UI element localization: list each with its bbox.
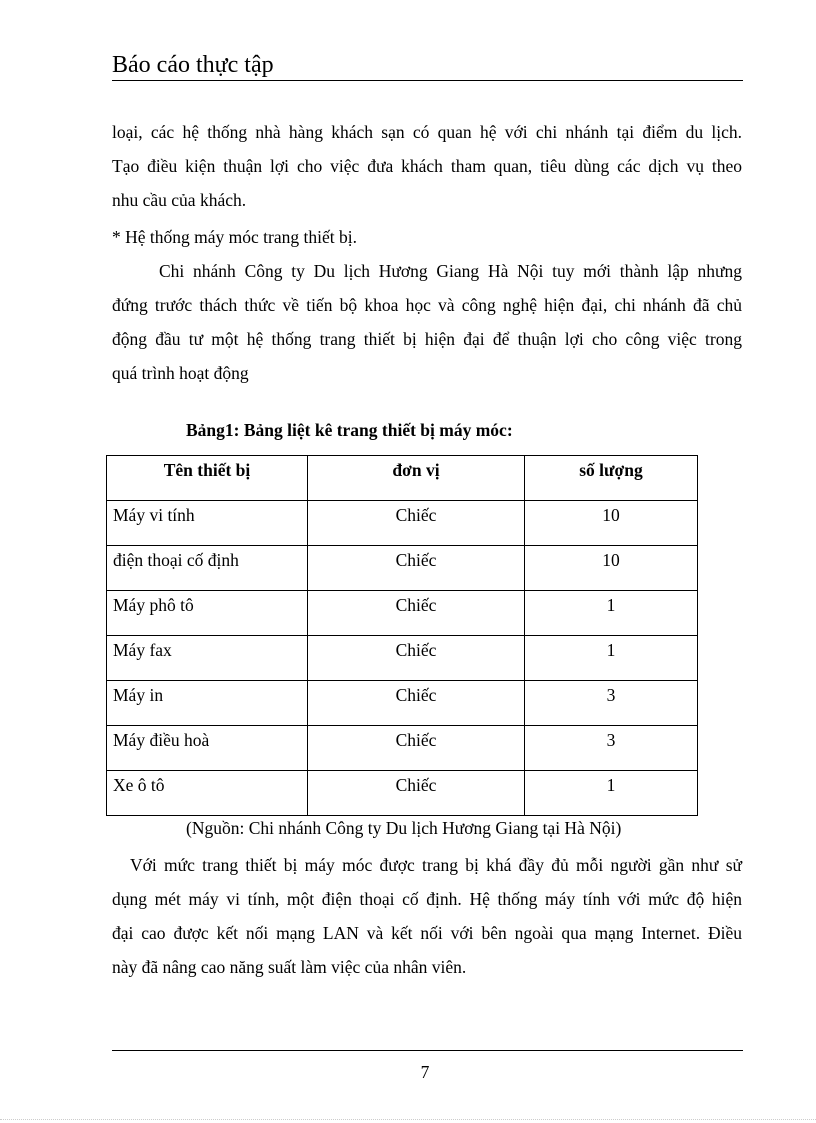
equipment-name-cell: Máy fax xyxy=(107,636,308,681)
paragraph-intro xyxy=(112,115,742,217)
table-caption: Bảng1: Bảng liệt kê trang thiết bị máy móc: xyxy=(186,420,513,440)
table-row xyxy=(107,591,698,636)
equipment-name-cell: điện thoại cố định xyxy=(107,546,308,591)
section-heading-text: * Hệ thống máy móc trang thiết bị. xyxy=(112,227,357,247)
table-source-note: (Nguồn: Chi nhánh Công ty Du lịch Hương Giang tại Hà Nội) xyxy=(186,818,622,838)
table-row xyxy=(107,771,698,816)
page-bottom-border xyxy=(0,1119,816,1120)
quantity-cell: 3 xyxy=(525,681,698,726)
paragraph-conclusion xyxy=(112,848,742,984)
quantity-cell: 3 xyxy=(525,726,698,771)
paragraph-equipment-intro xyxy=(112,254,742,390)
table-row xyxy=(107,681,698,726)
paragraph-line: dụng mét máy vi tính, một điện thoại cố định. Hệ thống máy tính với mức độ hiện xyxy=(112,889,742,909)
paragraph-line: loại, các hệ thống nhà hàng khách sạn có quan hệ với chi nhánh tại điểm du lịch. xyxy=(112,122,742,142)
page-header-title: Báo cáo thực tập xyxy=(112,52,274,78)
equipment-table xyxy=(106,455,698,816)
quantity-cell: 1 xyxy=(525,771,698,816)
equipment-name-cell: Máy vi tính xyxy=(107,501,308,546)
header-unit: đơn vị xyxy=(308,456,525,501)
unit-cell: Chiếc xyxy=(308,771,525,816)
equipment-name-cell: Máy điều hoà xyxy=(107,726,308,771)
table-row xyxy=(107,546,698,591)
header-quantity: số lượng xyxy=(525,456,698,501)
paragraph-line: động đầu tư một hệ thống trang thiết bị hiện đại để thuận lợi cho công việc trong xyxy=(112,329,742,349)
unit-cell: Chiếc xyxy=(308,501,525,546)
equipment-name-cell: Máy phô tô xyxy=(107,591,308,636)
table-row xyxy=(107,636,698,681)
paragraph-line: đứng trước thách thức về tiến bộ khoa học và công nghệ hiện đại, chi nhánh đã chủ xyxy=(112,295,742,315)
paragraph-line: quá trình hoạt động xyxy=(112,363,249,383)
paragraph-line: Với mức trang thiết bị máy móc được trang bị khá đầy đủ mỗi người gần như sử xyxy=(130,855,742,875)
quantity-cell: 10 xyxy=(525,546,698,591)
table-row xyxy=(107,726,698,771)
section-heading-equipment xyxy=(112,220,742,254)
page-number: 7 xyxy=(420,1062,430,1082)
header-equipment-name: Tên thiết bị xyxy=(107,456,308,501)
equipment-name-cell: Xe ô tô xyxy=(107,771,308,816)
unit-cell: Chiếc xyxy=(308,591,525,636)
paragraph-line: nhu cầu của khách. xyxy=(112,190,247,210)
quantity-cell: 10 xyxy=(525,501,698,546)
footer-divider xyxy=(112,1050,743,1051)
paragraph-line: Tạo điều kiện thuận lợi cho việc đưa khách tham quan, tiêu dùng các dịch vụ theo xyxy=(112,156,742,176)
unit-cell: Chiếc xyxy=(308,726,525,771)
header-divider xyxy=(112,80,743,81)
unit-cell: Chiếc xyxy=(308,546,525,591)
unit-cell: Chiếc xyxy=(308,681,525,726)
paragraph-line: Chi nhánh Công ty Du lịch Hương Giang Hà Nội tuy mới thành lập nhưng xyxy=(159,261,742,281)
table-header-row xyxy=(107,456,698,501)
quantity-cell: 1 xyxy=(525,591,698,636)
equipment-name-cell: Máy in xyxy=(107,681,308,726)
unit-cell: Chiếc xyxy=(308,636,525,681)
table-row xyxy=(107,501,698,546)
paragraph-line: này đã nâng cao năng suất làm việc của nhân viên. xyxy=(112,957,467,977)
quantity-cell: 1 xyxy=(525,636,698,681)
paragraph-line: đại cao được kết nối mạng LAN và kết nối với bên ngoài qua mạng Internet. Điều xyxy=(112,923,742,943)
